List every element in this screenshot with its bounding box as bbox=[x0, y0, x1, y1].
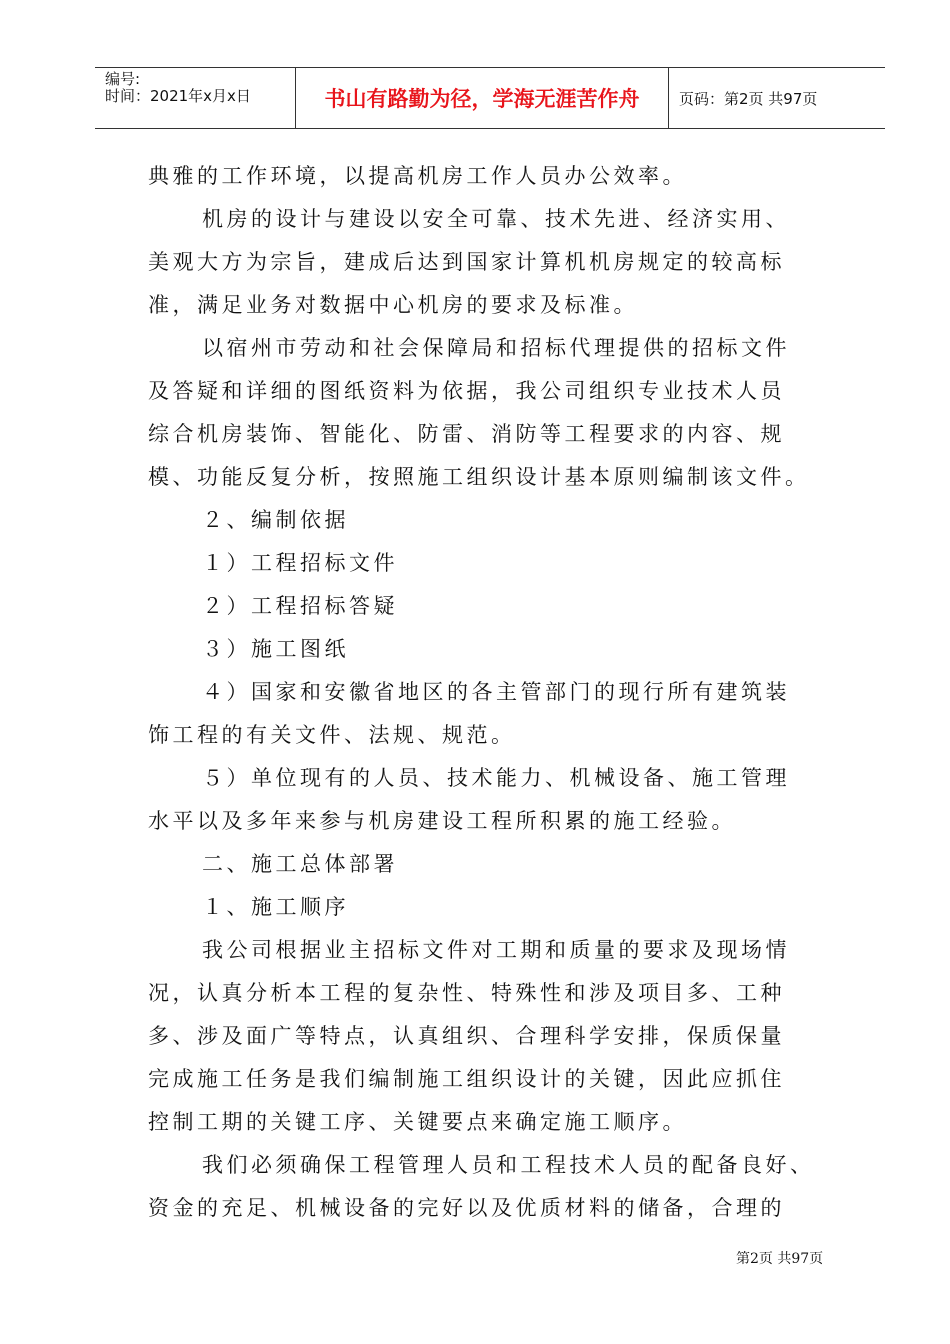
header-motto: 书山有路勤为径，学海无涯苦作舟 bbox=[324, 87, 640, 111]
list-item: ５）单位现有的人员、技术能力、机械设备、施工管理 bbox=[202, 766, 790, 790]
body-line: 典雅的工作环境，以提高机房工作人员办公效率。 bbox=[148, 164, 687, 188]
header-motto-cell bbox=[296, 68, 669, 128]
body-line: 及答疑和详细的图纸资料为依据，我公司组织专业技术人员 bbox=[148, 379, 785, 403]
section-heading: 二、施工总体部署 bbox=[202, 852, 398, 876]
list-item: ２）工程招标答疑 bbox=[202, 594, 398, 618]
body-line: 机房的设计与建设以安全可靠、技术先进、经济实用、 bbox=[202, 207, 790, 231]
body-line: 饰工程的有关文件、法规、规范。 bbox=[148, 723, 516, 747]
body-line: 准，满足业务对数据中心机房的要求及标准。 bbox=[148, 293, 638, 317]
body-line: 况，认真分析本工程的复杂性、特殊性和涉及项目多、工种 bbox=[148, 981, 785, 1005]
body-line: 完成施工任务是我们编制施工组织设计的关键，因此应抓住 bbox=[148, 1067, 785, 1091]
page-footer: 第2页 共97页 bbox=[736, 1251, 824, 1267]
document-number-label: 编号: bbox=[105, 70, 141, 88]
page-header bbox=[95, 67, 885, 129]
body-line: 美观大方为宗旨，建成后达到国家计算机机房规定的较高标 bbox=[148, 250, 785, 274]
body-line: 以宿州市劳动和社会保障局和招标代理提供的招标文件 bbox=[202, 336, 790, 360]
document-date: 时间：2021年x月x日 bbox=[105, 87, 251, 105]
section-heading: ２、编制依据 bbox=[202, 508, 349, 532]
body-line: 控制工期的关键工序、关键要点来确定施工顺序。 bbox=[148, 1110, 687, 1134]
header-meta bbox=[95, 68, 296, 128]
header-page-info: 页码：第2页 共97页 bbox=[679, 89, 818, 108]
body-line: 多、涉及面广等特点，认真组织、合理科学安排，保质保量 bbox=[148, 1024, 785, 1048]
list-item: ４）国家和安徽省地区的各主管部门的现行所有建筑装 bbox=[202, 680, 790, 704]
body-line: 资金的充足、机械设备的完好以及优质材料的储备，合理的 bbox=[148, 1196, 785, 1220]
body-line: 模、功能反复分析，按照施工组织设计基本原则编制该文件。 bbox=[148, 465, 810, 489]
body-line: 综合机房装饰、智能化、防雷、消防等工程要求的内容、规 bbox=[148, 422, 785, 446]
list-item: １）工程招标文件 bbox=[202, 551, 398, 575]
body-line: 我们必须确保工程管理人员和工程技术人员的配备良好、 bbox=[202, 1153, 815, 1177]
section-heading: １、施工顺序 bbox=[202, 895, 349, 919]
list-item: ３）施工图纸 bbox=[202, 637, 349, 661]
body-line: 我公司根据业主招标文件对工期和质量的要求及现场情 bbox=[202, 938, 790, 962]
body-line: 水平以及多年来参与机房建设工程所积累的施工经验。 bbox=[148, 809, 736, 833]
